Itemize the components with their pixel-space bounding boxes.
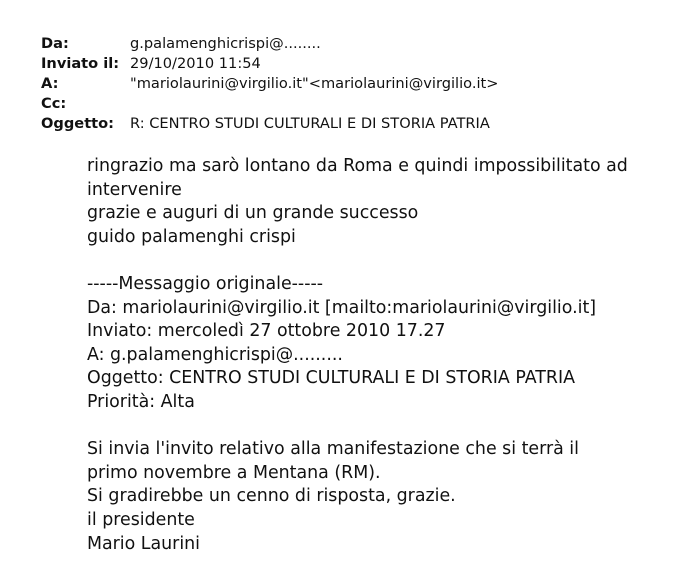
- original-sent: Inviato: mercoledì 27 ottobre 2010 17.27: [87, 321, 446, 342]
- original-to: A: g.palamenghicrispi@.........: [87, 344, 343, 365]
- original-priority: Priorità: Alta: [87, 391, 195, 412]
- from-label: Da:: [41, 35, 69, 52]
- original-from: Da: mariolaurini@virgilio.it [mailto:mariolaurini@virgilio.it]: [87, 297, 597, 318]
- spacer: [87, 415, 684, 439]
- reply-line: ringrazio ma sarò lontano da Roma e quindi impossibilitato ad: [87, 156, 628, 176]
- sent-value: 29/10/2010 11:54: [130, 55, 261, 72]
- to-label: A:: [41, 75, 59, 92]
- cc-label: Cc:: [41, 95, 67, 112]
- original-body-line: Mario Laurini: [87, 533, 201, 554]
- sent-label: Inviato il:: [41, 55, 120, 72]
- subject-label: Oggetto:: [41, 115, 115, 132]
- reply-line: intervenire: [87, 179, 182, 200]
- reply-line: grazie e auguri di un grande successo: [87, 203, 419, 224]
- reply-line: guido palamenghi crispi: [87, 226, 296, 247]
- original-separator: -----Messaggio originale-----: [87, 273, 324, 294]
- original-body-line: Si invia l'invito relativo alla manifestazione che si terrà il: [87, 439, 579, 460]
- subject-value: R: CENTRO STUDI CULTURALI E DI STORIA PATRIA: [130, 115, 490, 132]
- to-value: "mariolaurini@virgilio.it"<mariolaurini@virgilio.it>: [130, 75, 499, 92]
- original-body-line: il presidente: [87, 509, 195, 530]
- original-body-line: Si gradirebbe un cenno di risposta, grazie.: [87, 486, 456, 507]
- from-value: g.palamenghicrispi@........: [130, 35, 321, 52]
- original-body-line: primo novembre a Mentana (RM).: [87, 462, 381, 483]
- email-body: [87, 155, 684, 556]
- spacer: [87, 249, 684, 273]
- original-subject: Oggetto: CENTRO STUDI CULTURALI E DI STORIA PATRIA: [87, 368, 575, 389]
